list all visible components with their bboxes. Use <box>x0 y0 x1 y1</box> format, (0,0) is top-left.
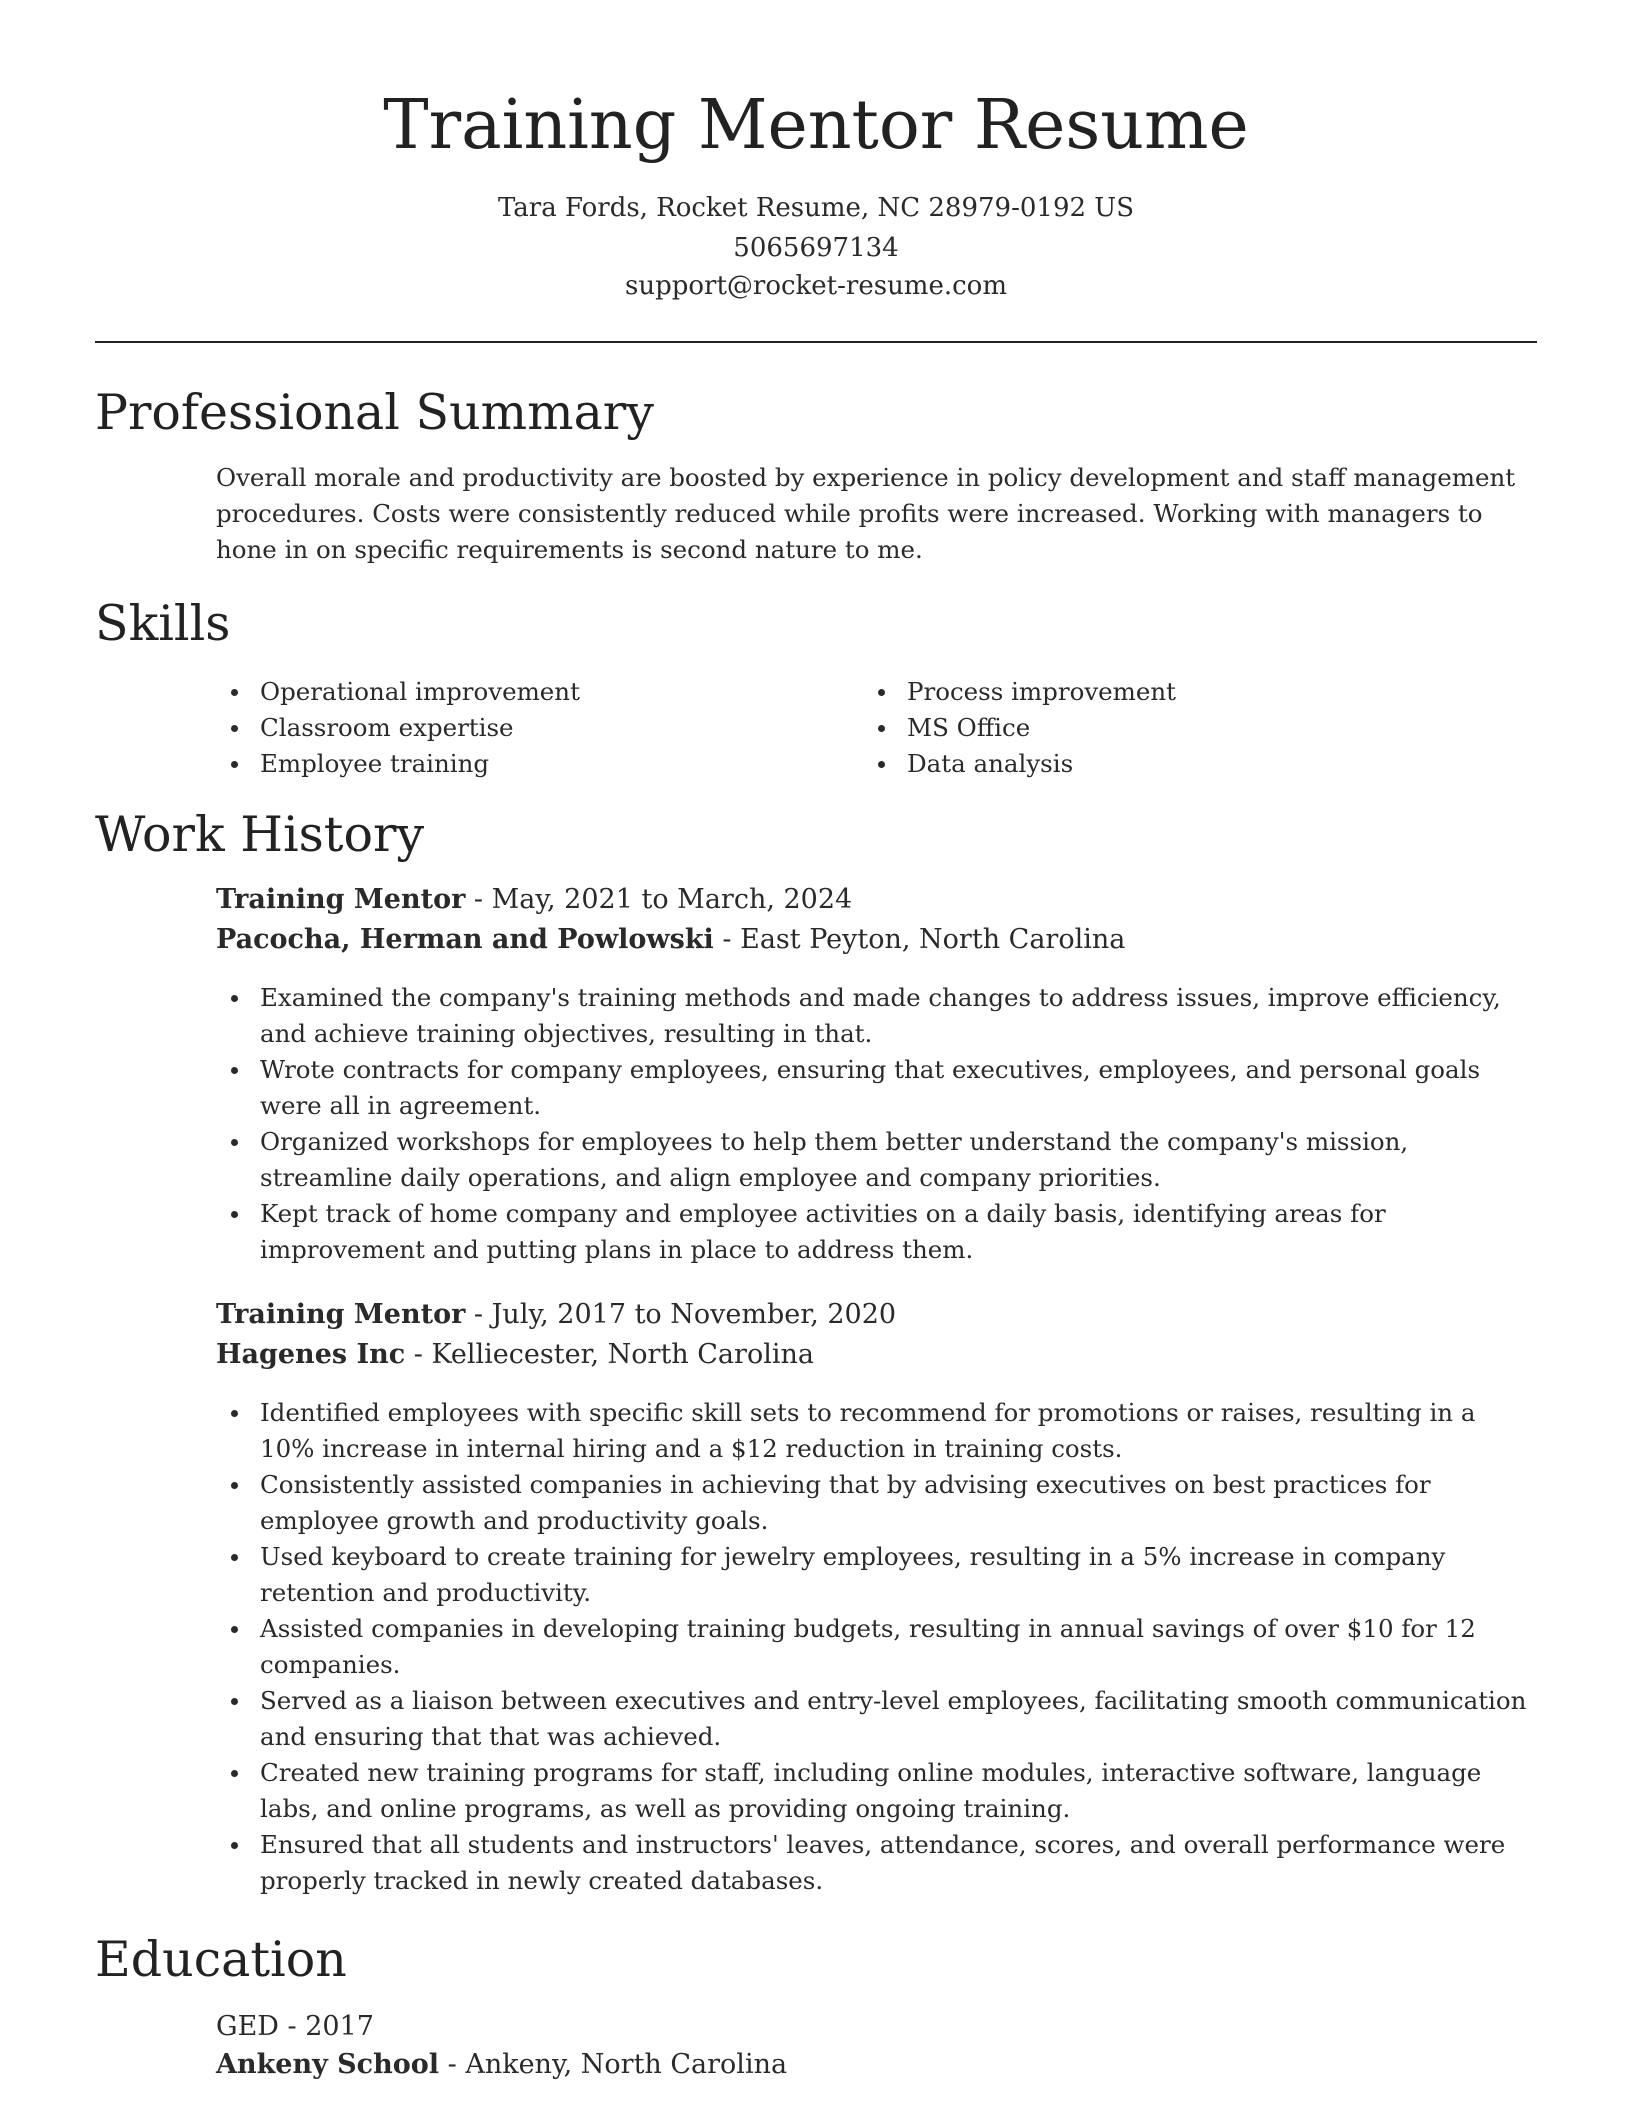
job-bullet: Used keyboard to create training for jewelry employees, resulting in a 5% increase in company retention and productivity. <box>216 1539 1536 1611</box>
job-bullet: Examined the company's training methods and made changes to address issues, improve efficiency, and achieve training objectives, resulting in that. <box>216 980 1536 1052</box>
job-title: Training Mentor <box>216 1299 466 1330</box>
separator: - <box>278 2011 306 2042</box>
job-bullet: Ensured that all students and instructors' leaves, attendance, scores, and overall performance were properly tracked in newly created databases. <box>216 1827 1536 1899</box>
skill-item: MS Office <box>863 710 1463 746</box>
separator: - <box>465 884 492 915</box>
contact-email: support@rocket-resume.com <box>624 271 1007 301</box>
job-dates: May, 2021 to March, 2024 <box>491 884 853 915</box>
skill-item: Process improvement <box>863 674 1463 710</box>
header-divider <box>95 341 1537 343</box>
job-bullets <box>216 1395 1536 1899</box>
job-company: Pacocha, Herman and Powlowski <box>216 924 714 955</box>
resume-title: Training Mentor Resume <box>383 86 1249 165</box>
job-title: Training Mentor <box>216 884 466 915</box>
work-history-heading: Work History <box>95 806 425 863</box>
separator: - <box>439 2049 466 2080</box>
job-bullet: Identified employees with specific skill sets to recommend for promotions or raises, resulting in a 10% increase in internal hiring and a $12 reduction in training costs. <box>216 1395 1536 1467</box>
skill-item: Classroom expertise <box>216 710 816 746</box>
job-title-line <box>216 1295 1536 1335</box>
job-location: East Peyton, North Carolina <box>740 924 1126 955</box>
education-location: Ankeny, North Carolina <box>465 2049 788 2080</box>
job-title-line <box>216 880 1536 920</box>
job-company: Hagenes Inc <box>216 1339 406 1370</box>
skill-item: Employee training <box>216 746 816 782</box>
job-bullet: Created new training programs for staff, including online modules, interactive software, language labs, and online programs, as well as providing ongoing training. <box>216 1755 1536 1827</box>
skill-item: Data analysis <box>863 746 1463 782</box>
job-bullet: Organized workshops for employees to help them better understand the company's mission, streamline daily operations, and align employee and company priorities. <box>216 1124 1536 1196</box>
contact-phone: 5065697134 <box>733 233 899 263</box>
education-school-line <box>216 2046 1536 2084</box>
job-bullets <box>216 980 1536 1268</box>
education-year: 2017 <box>305 2011 374 2042</box>
job-bullet: Served as a liaison between executives and entry-level employees, facilitating smooth communication and ensuring that that was achieved. <box>216 1683 1536 1755</box>
skills-list-left <box>216 674 816 782</box>
education-school: Ankeny School <box>216 2049 440 2080</box>
job-bullet: Wrote contracts for company employees, ensuring that executives, employees, and personal goals were all in agreement. <box>216 1052 1536 1124</box>
job-bullet: Assisted companies in developing training budgets, resulting in annual savings of over $10 for 12 companies. <box>216 1611 1536 1683</box>
summary-text: Overall morale and productivity are boosted by experience in policy development and staff management procedures. Costs were consistently reduced while profits were increased. Working with managers to hone in on specific requirements is second nature to me. <box>216 463 1516 564</box>
job-dates: July, 2017 to November, 2020 <box>491 1299 897 1330</box>
contact-address: Tara Fords, Rocket Resume, NC 28979-0192 US <box>497 193 1135 223</box>
summary-heading: Professional Summary <box>95 384 654 441</box>
skills-list-right <box>863 674 1463 782</box>
separator: - <box>713 924 741 955</box>
job-location: Kelliecester, North Carolina <box>431 1339 814 1370</box>
separator: - <box>405 1339 432 1370</box>
job-bullet: Kept track of home company and employee activities on a daily basis, identifying areas for improvement and putting plans in place to address them. <box>216 1196 1536 1268</box>
skills-heading: Skills <box>95 595 231 652</box>
skill-item: Operational improvement <box>216 674 816 710</box>
job-company-line <box>216 920 1536 960</box>
job-bullet: Consistently assisted companies in achieving that by advising executives on best practices for employee growth and productivity goals. <box>216 1467 1536 1539</box>
separator: - <box>465 1299 492 1330</box>
education-degree: GED <box>216 2011 279 2042</box>
education-degree-line <box>216 2008 1536 2046</box>
job-company-line <box>216 1335 1536 1375</box>
education-heading: Education <box>95 1931 347 1988</box>
